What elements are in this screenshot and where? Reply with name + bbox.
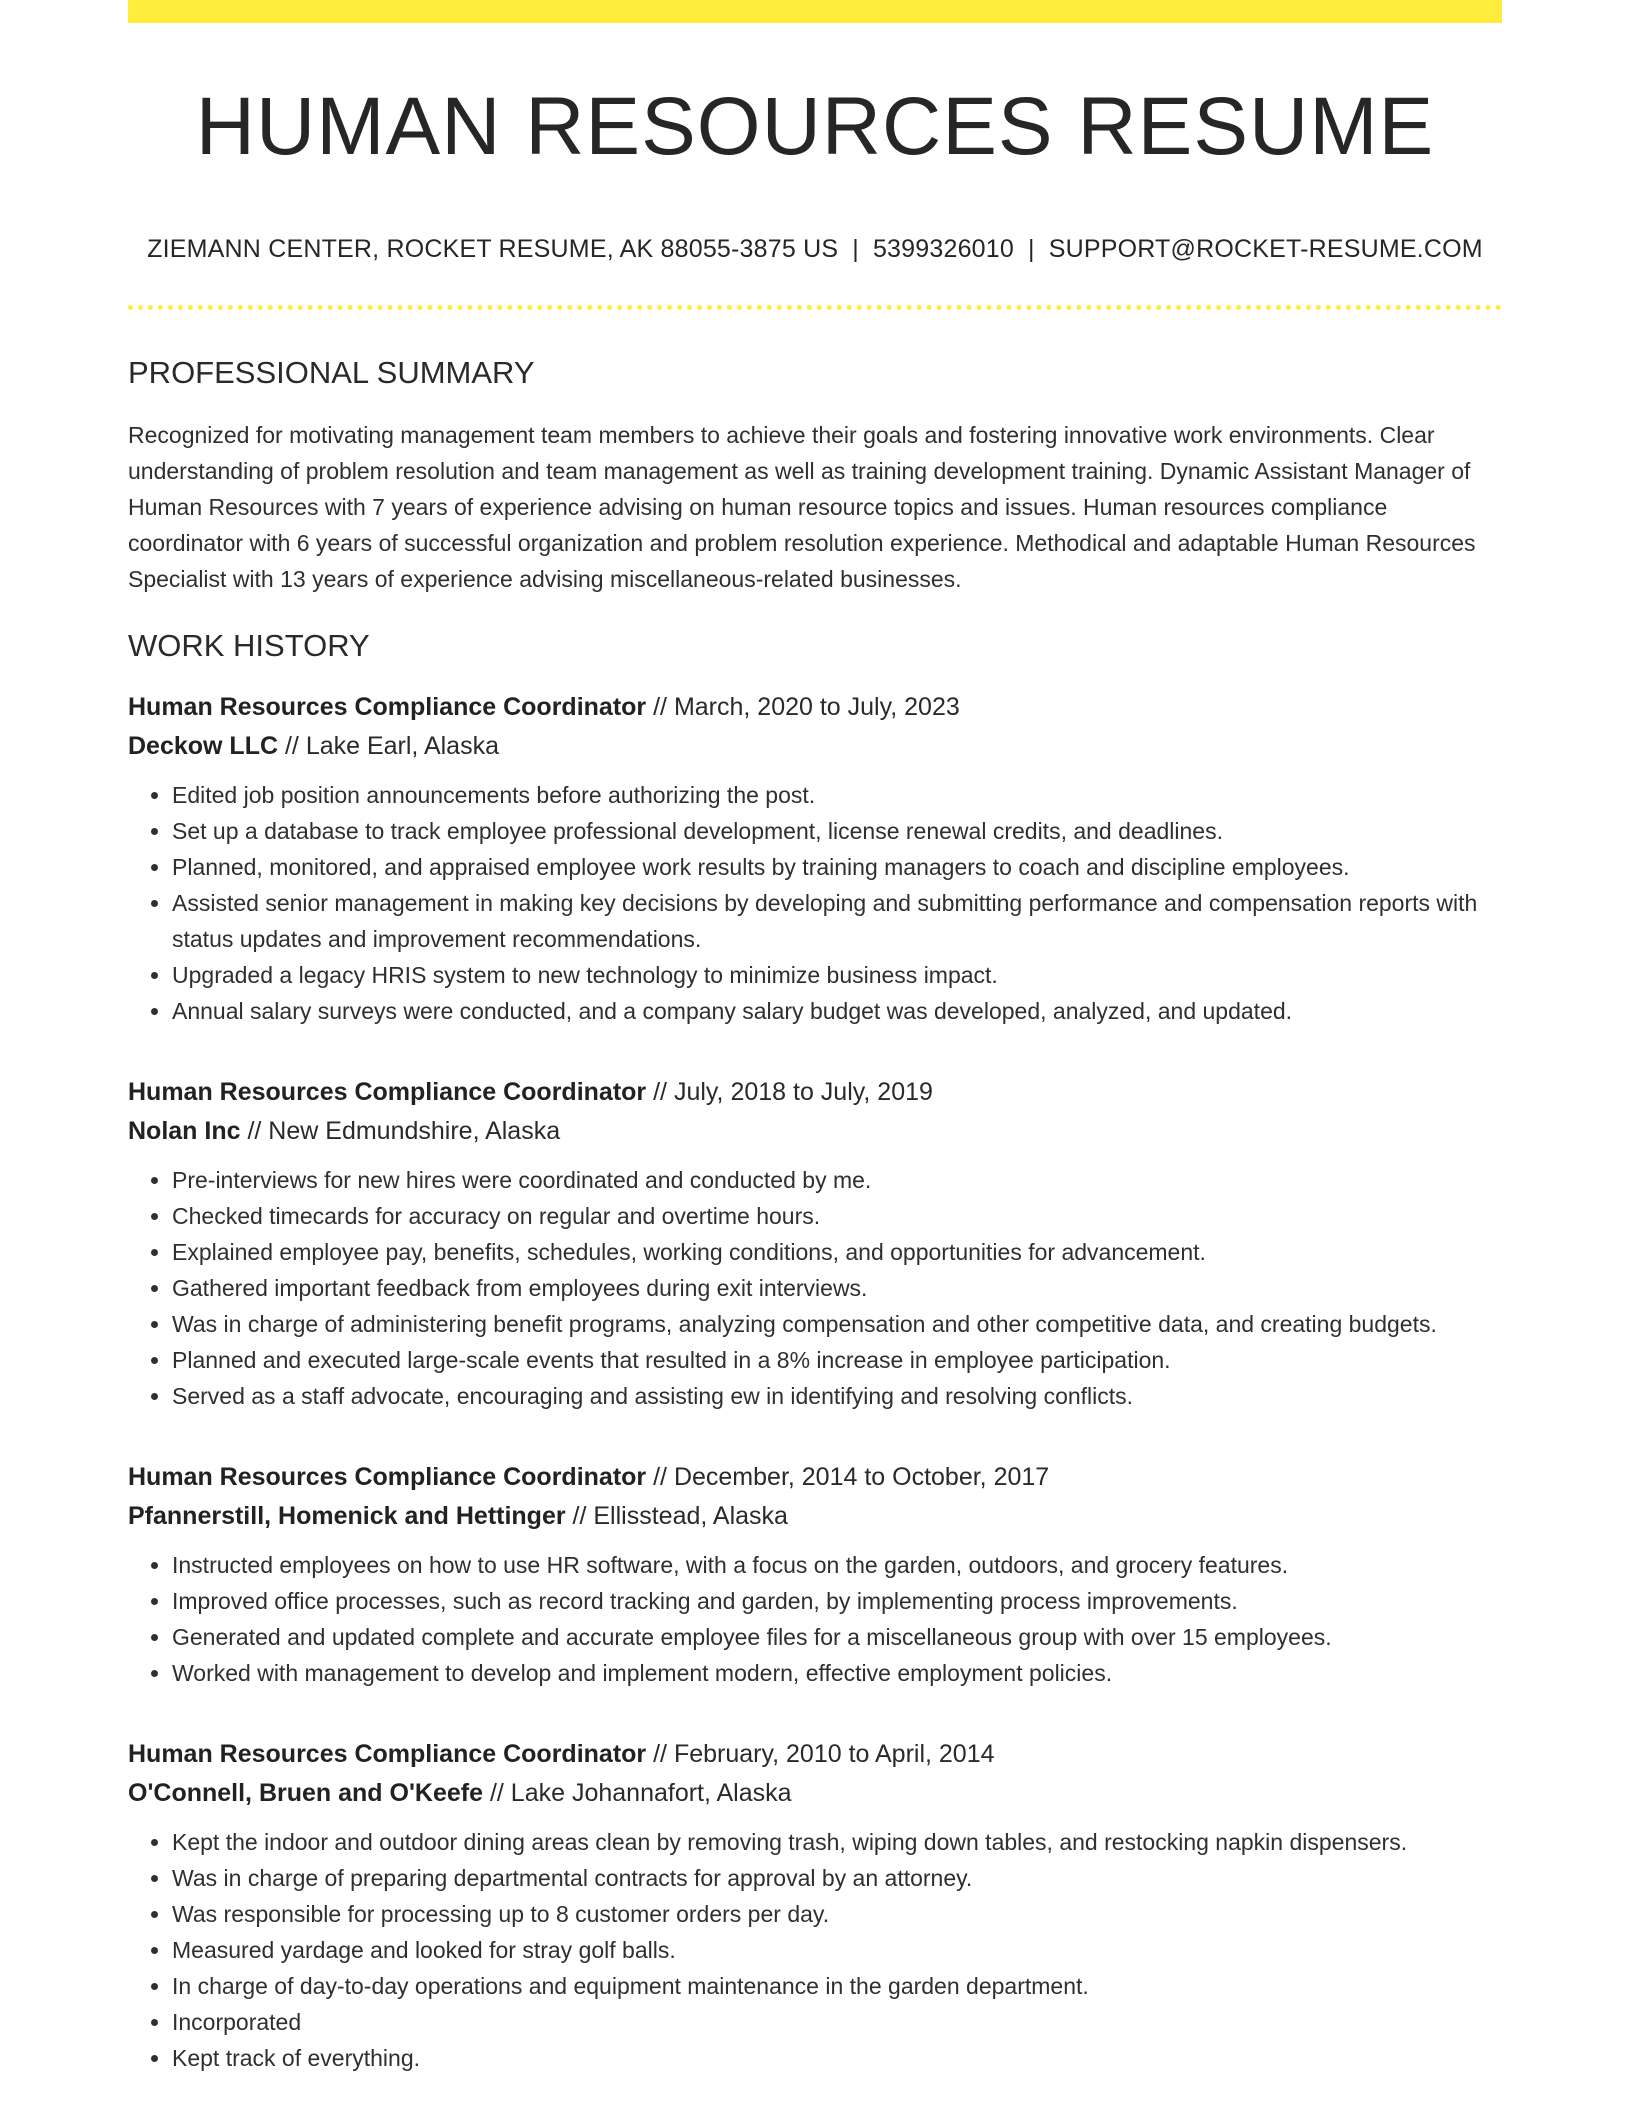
job-entry: [128, 1458, 1502, 1691]
job-bullet: • Assisted senior management in making key decisions by developing and submitting performance and compensation reports with status updates and improvement recommendations.: [172, 885, 1502, 957]
job-bullet: • Upgraded a legacy HRIS system to new technology to minimize business impact.: [172, 957, 1502, 993]
resume-title: HUMAN RESOURCES RESUME: [195, 81, 1435, 172]
job-location: // New Edmundshire, Alaska: [247, 1117, 561, 1146]
job-bullet: • Gathered important feedback from employees during exit interviews.: [172, 1270, 1502, 1306]
job-location: // Lake Johannafort, Alaska: [489, 1779, 792, 1808]
job-title: Human Resources Compliance Coordinator: [128, 693, 647, 722]
job-company: Pfannerstill, Homenick and Hettinger: [128, 1502, 566, 1531]
job-bullet: • Checked timecards for accuracy on regular and overtime hours.: [172, 1198, 1502, 1234]
work-history-heading: WORK HISTORY: [128, 628, 370, 664]
job-bullet: • Improved office processes, such as record tracking and garden, by implementing process improvements.: [172, 1583, 1502, 1619]
resume-page: [128, 0, 1502, 2076]
job-title: Human Resources Compliance Coordinator: [128, 1463, 647, 1492]
work-history-list: [128, 688, 1502, 2076]
job-title: Human Resources Compliance Coordinator: [128, 1078, 647, 1107]
job-company: Deckow LLC: [128, 732, 279, 761]
accent-bar: [128, 0, 1502, 23]
contact-separator: |: [1028, 235, 1035, 264]
job-bullet: • Annual salary surveys were conducted, and a company salary budget was developed, analyzed, and updated.: [172, 993, 1502, 1029]
job-title-line: [128, 1073, 1502, 1112]
job-bullet: • Explained employee pay, benefits, schedules, working conditions, and opportunities for advancement.: [172, 1234, 1502, 1270]
contact-separator: |: [852, 235, 859, 264]
job-bullet-list: [128, 1547, 1502, 1691]
job-entry: [128, 688, 1502, 1029]
job-dates: // February, 2010 to April, 2014: [653, 1740, 995, 1769]
job-bullet: • Set up a database to track employee professional development, license renewal credits, and deadlines.: [172, 813, 1502, 849]
job-dates: // July, 2018 to July, 2019: [653, 1078, 933, 1107]
job-title-line: [128, 688, 1502, 727]
job-bullet: • Was responsible for processing up to 8 customer orders per day.: [172, 1896, 1502, 1932]
job-bullet: • Incorporated: [172, 2004, 1502, 2040]
job-company: O'Connell, Bruen and O'Keefe: [128, 1779, 483, 1808]
job-entry: [128, 1735, 1502, 2076]
dotted-divider: [128, 305, 1502, 310]
job-bullet: • Measured yardage and looked for stray golf balls.: [172, 1932, 1502, 1968]
job-bullet: • Instructed employees on how to use HR software, with a focus on the garden, outdoors, and grocery features.: [172, 1547, 1502, 1583]
job-bullet: • Served as a staff advocate, encouraging and assisting ew in identifying and resolving conflicts.: [172, 1378, 1502, 1414]
contact-phone: 5399326010: [872, 235, 1014, 264]
job-bullet-list: [128, 1824, 1502, 2076]
job-entry: [128, 1073, 1502, 1414]
job-bullet: • Kept track of everything.: [172, 2040, 1502, 2076]
job-location: // Ellisstead, Alaska: [572, 1502, 788, 1531]
job-title-line: [128, 1735, 1502, 1774]
job-bullet-list: [128, 777, 1502, 1029]
job-bullet: • Pre-interviews for new hires were coordinated and conducted by me.: [172, 1162, 1502, 1198]
job-bullet: • Planned and executed large-scale events that resulted in a 8% increase in employee participation.: [172, 1342, 1502, 1378]
contact-address: ZIEMANN CENTER, ROCKET RESUME, AK 88055-3875 US: [147, 235, 839, 264]
job-bullet: • Worked with management to develop and implement modern, effective employment policies.: [172, 1655, 1502, 1691]
job-title: Human Resources Compliance Coordinator: [128, 1740, 647, 1769]
job-dates: // March, 2020 to July, 2023: [653, 693, 960, 722]
job-bullet: • Kept the indoor and outdoor dining areas clean by removing trash, wiping down tables, and restocking napkin dispensers.: [172, 1824, 1502, 1860]
job-company-line: [128, 727, 1502, 766]
job-company: Nolan Inc: [128, 1117, 241, 1146]
job-company-line: [128, 1112, 1502, 1151]
job-bullet-list: [128, 1162, 1502, 1414]
job-bullet: • Was in charge of preparing departmental contracts for approval by an attorney.: [172, 1860, 1502, 1896]
summary-heading: PROFESSIONAL SUMMARY: [128, 355, 535, 391]
job-bullet: • In charge of day-to-day operations and equipment maintenance in the garden department.: [172, 1968, 1502, 2004]
job-bullet: • Was in charge of administering benefit programs, analyzing compensation and other competitive data, and creating budgets.: [172, 1306, 1502, 1342]
job-company-line: [128, 1774, 1502, 1813]
job-bullet: • Generated and updated complete and accurate employee files for a miscellaneous group with over 15 employees.: [172, 1619, 1502, 1655]
job-company-line: [128, 1497, 1502, 1536]
job-bullet: • Edited job position announcements before authorizing the post.: [172, 777, 1502, 813]
job-location: // Lake Earl, Alaska: [284, 732, 499, 761]
job-title-line: [128, 1458, 1502, 1497]
contact-line: [128, 235, 1502, 264]
job-bullet: • Planned, monitored, and appraised employee work results by training managers to coach and discipline employees.: [172, 849, 1502, 885]
summary-text: Recognized for motivating management team members to achieve their goals and fostering innovative work environments. Clear understanding of problem resolution and team management as well as training development training. Dynamic Assistant Manager of Human Resources with 7 years of experience advising on human resource topics and issues. Human resources compliance coordinator with 6 years of successful organization and problem resolution experience. Methodical and adaptable Human Resources Specialist with 13 years of experience advising miscellaneous-related businesses.: [128, 422, 1476, 593]
contact-email[interactable]: SUPPORT@ROCKET-RESUME.COM: [1048, 235, 1483, 264]
job-dates: // December, 2014 to October, 2017: [653, 1463, 1050, 1492]
